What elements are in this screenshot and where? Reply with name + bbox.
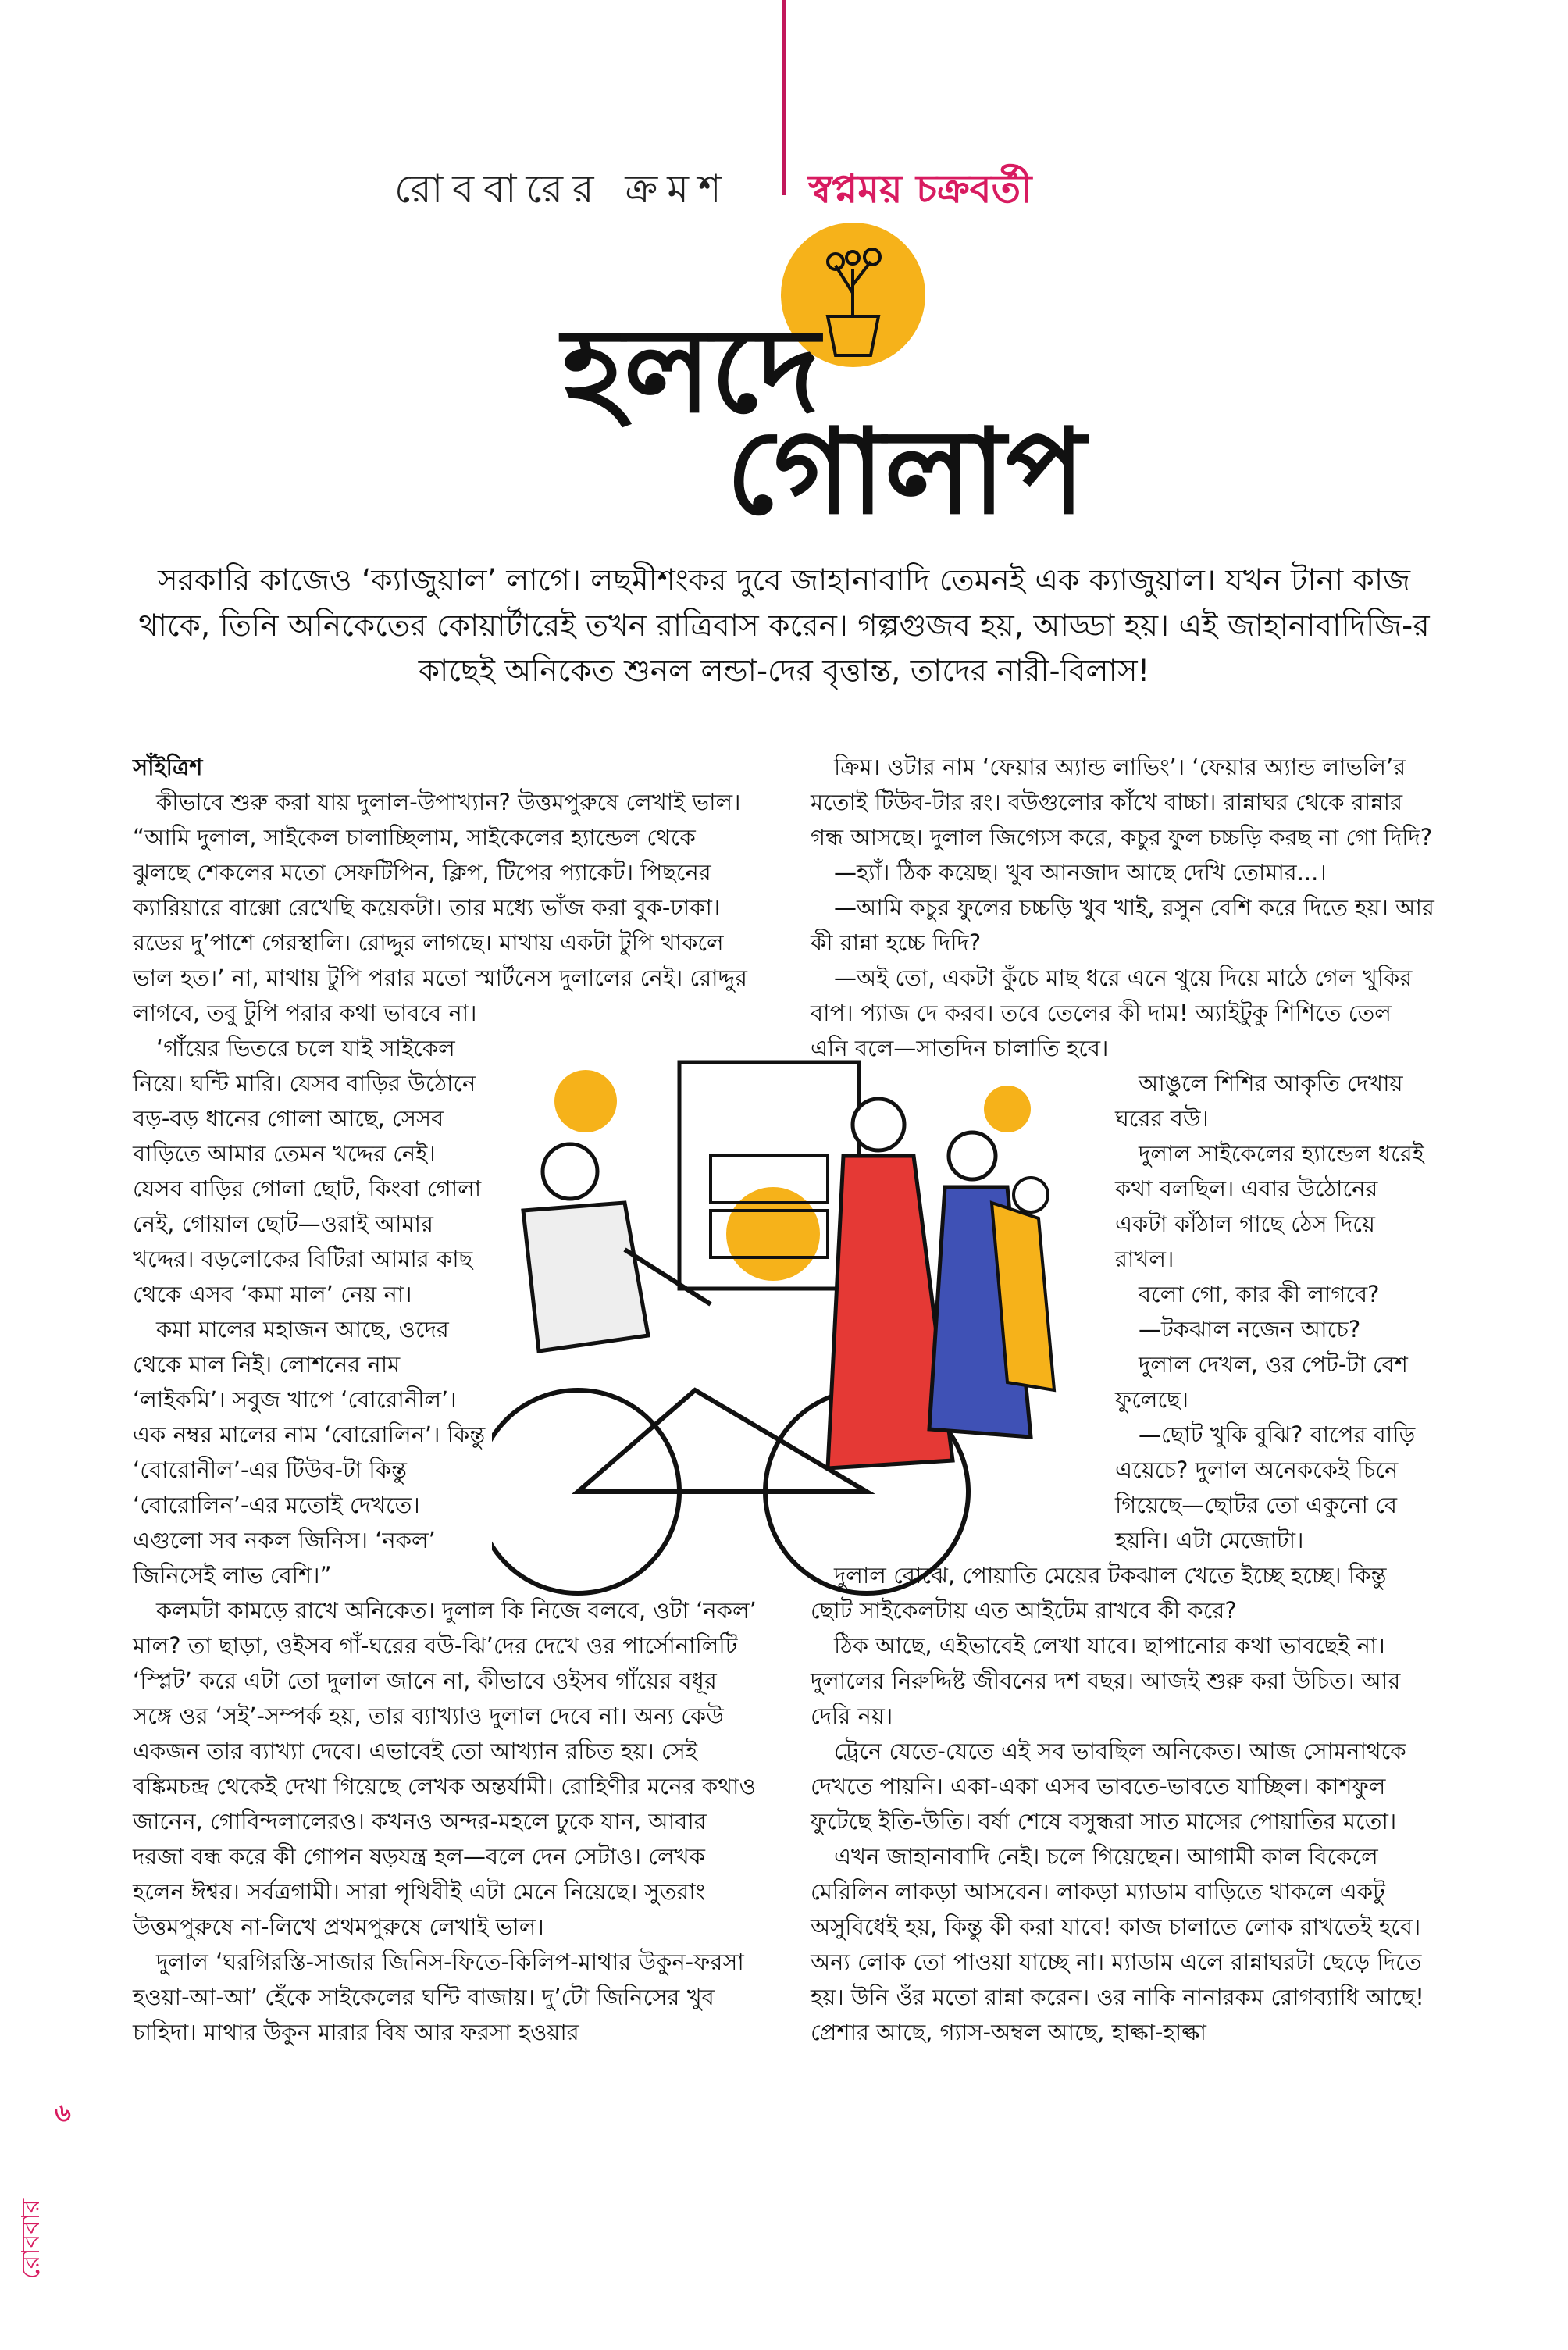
paragraph: ‘গাঁয়ের ভিতরে চলে যাই সাইকেল নিয়ে। ঘন্টি মারি। যেসব বাড়ির উঠোনে বড়-বড় ধানের গোলা আছে, সেসব বাড়িতে আমার তেমন খদ্দের নেই। যেসব বাড়ির গোলা ছোট, কিংবা গোলা নেই, গোয়াল ছোট—ওরাই আমার খদ্দের। বড়লোকের বিটিরা আমার কাছ থেকে এসব ‘কমা মাল’ নেয় না। (133, 1035, 482, 1307)
paragraph: কমা মালের মহাজন আছে, ওদের থেকে মাল নিই। লোশনের নাম ‘লাইকমি’। সবুজ খাপে ‘বোরোনীল’। এক নম্বর মালের নাম ‘বোরোলিন’। কিন্তু ‘বোরোনীল’-এর টিউব-টা কিন্তু ‘বোরোলিন’-এর মতোই দেখতে। এগুলো সব নকল জিনিস। ‘নকল’ জিনিসেই লাভ বেশি।” (133, 1316, 486, 1589)
paragraph: —অই তো, একটা কুঁচে মাছ ধরে এনে থুয়ে দিয়ে মাঠে গেল খুকির বাপ। প্যাজ দে করব। তবে তেলের কী দাম! অ্যাইটুকু শিশিতে তেল এনি বলে—সাতদিন চালাতি হবে। (811, 965, 1413, 1061)
paragraph: কলমটা কামড়ে রাখে অনিকেত। দুলাল কি নিজে বলবে, ওটা ‘নকল’ মাল? তা ছাড়া, ওইসব গাঁ-ঘরের বউ-ঝি’দের দেখে ওর পার্সোনালিটি ‘স্প্লিট’ করে এটা তো দুলাল জানে না, কীভাবে ওইসব গাঁয়ের বধূর সঙ্গে ওর ‘সই’-সম্পর্ক হয়, তার ব্যাখ্যাও দুলাল দেবে না। অন্য কেউ একজন তার ব্যাখ্যা দেবে। এভাবেই তো আখ্যান রচিত হয়। সেই বঙ্কিমচন্দ্র থেকেই দেখা গিয়েছে লেখক অন্তর্যামী। রোহিণীর মনের কথাও জানেন, গোবিন্দলালেরও। কখনও অন্দর-মহলে ঢুকে যান, আবার দরজা বন্ধ করে কী গোপন ষড়যন্ত্র হল—বলে দেন সেটাও। লেখক হলেন ঈশ্বর। সর্বত্রগামী। সারা পৃথিবীই এটা মেনে নিয়েছে। সুতরাং উত্তমপুরুষে না-লিখে প্রথমপুরুষে লেখাই ভাল। (133, 1597, 757, 1940)
title-word-1: হলদে (562, 303, 820, 439)
section-heading: সাঁইত্রিশ (133, 754, 203, 780)
series-label: রোববারের ক্রমশ (394, 166, 731, 212)
paragraph: আঙুলে শিশির আকৃতি দেখায় ঘরের বউ। (1115, 1070, 1403, 1132)
page-header (0, 160, 1568, 215)
paragraph: দুলাল দেখল, ওর পেট-টা বেশ ফুলেছে। (1115, 1351, 1408, 1413)
story-illustration (492, 1054, 1093, 1632)
paragraph: এখন জাহানাবাদি নেই। চলে গিয়েছেন। আগামী কাল বিকেলে মেরিলিন লাকড়া আসবেন। লাকড়া ম্যাডাম বাড়িতে থাকলে একটু অসুবিধেই হয়, কিন্তু কী করা যাবে! কাজ চালাতে লোক রাখতেই হবে। অন্য লোক তো পাওয়া যাচ্ছে না। ম্যাডাম এলে রান্নাঘরটা ছেড়ে দিতে হয়। উনি ওঁর মতো রান্না করেন। ওর নাকি নানারকম রোগব্যাধি আছে! প্রেশার আছে, গ্যাস-অম্বল আছে, হাল্কা-হাল্কা (811, 1843, 1424, 2045)
author-name: স্বপ্নময় চক্রবর্তী (808, 166, 1032, 212)
page-folio (16, 2093, 86, 2280)
intro-paragraph: সরকারি কাজেও ‘ক্যাজুয়াল’ লাগে। লছমীশংকর দুবে জাহানাবাদি তেমনই এক ক্যাজুয়াল। যখন টানা কাজ থাকে, তিনি অনিকেতের কোয়ার্টারেই তখন রাত্রিবাস করেন। গল্পগুজব হয়, আড্ডা হয়। এই জাহানাবাদিজি-র কাছেই অনিকেত শুনল লন্ডা-দের বৃত্তান্ত, তাদের নারী-বিলাস! (138, 563, 1430, 689)
paragraph: কীভাবে শুরু করা যায় দুলাল-উপাখ্যান? উত্তমপুরুষে লেখাই ভাল। “আমি দুলাল, সাইকেল চালাচ্ছিলাম, সাইকেলের হ্যান্ডেল থেকে ঝুলছে শেকলের মতো সেফটিপিন, ক্লিপ, টিপের প্যাকেট। পিছনের ক্যারিয়ারে বাক্সো রেখেছি কয়েকটা। তার মধ্যে ভাঁজ করা বুক-ঢাকা। রডের দু’পাশে গেরস্থালি। রোদ্দুর লাগছে। মাথায় একটা টুপি থাকলে ভাল হত।’ না, মাথায় টুপি পরার মতো স্মার্টনেস দুলালের নেই। রোদ্দুর লাগবে, তবু টুপি পরার কথা ভাববে না। (133, 789, 747, 1026)
paragraph: দুলাল ‘ঘরগিরস্তি-সাজার জিনিস-ফিতে-কিলিপ-মাথার উকুন-ফরসা হওয়া-আ-আ’ হেঁকে সাইকেলের ঘন্টি বাজায়। দু’টো জিনিসের খুব চাহিদা। মাথার উকুন মারার বিষ আর ফরসা হওয়ার (133, 1949, 744, 2045)
title-word-2: গোলাপ (726, 405, 1085, 540)
paragraph: ঠিক আছে, এইভাবেই লেখা যাবে। ছাপানোর কথা ভাবছেই না। দুলালের নিরুদ্দিষ্ট জীবনের দশ বছর। আজই শুরু করা উচিত। আর দেরি নয়। (811, 1632, 1401, 1729)
page-number: ৬ (55, 2098, 71, 2127)
paragraph: বলো গো, কার কী লাগবে? (1139, 1281, 1380, 1307)
paragraph: ক্রিম। ওটার নাম ‘ফেয়ার অ্যান্ড লাভিং’। ‘ফেয়ার অ্যান্ড লাভলি’র মতোই টিউব-টার রং। বউগুলোর কাঁখে বাচ্চা। রান্নাঘর থেকে রান্নার গন্ধ আসছে। দুলাল জিগ্যেস করে, কচুর ফুল চচ্চড়ি করছ না গো দিদি? (811, 754, 1433, 850)
paragraph: দুলাল সাইকেলের হ্যান্ডেল ধরেই কথা বলছিল। এবার উঠোনের একটা কাঁঠাল গাছে ঠেস দিয়ে রাখল। (1115, 1140, 1424, 1272)
paragraph: —আমি কচুর ফুলের চচ্চড়ি খুব খাই, রসুন বেশি করে দিতে হয়। আর কী রান্না হচ্চে দিদি? (811, 894, 1434, 956)
paragraph: ট্রেনে যেতে-যেতে এই সব ভাবছিল অনিকেত। আজ সোমনাথকে দেখতে পায়নি। একা-একা এসব ভাবতে-ভাবতে যাচ্ছিল। কাশফুল ফুটেছে ইতি-উতি। বর্ষা শেষে বসুন্ধরা সাত মাসের পোয়াতির মতো। (811, 1738, 1406, 1835)
paragraph: দুলাল বোঝে, পোয়াতি মেয়ের টকঝাল খেতে ইচ্ছে হচ্ছে। কিন্তু ছোট সাইকেলটায় এত আইটেম রাখবে কী করে? (811, 1562, 1387, 1624)
paragraph: —টকঝাল নজেন আচে? (1139, 1316, 1361, 1343)
paragraph: —ছোট খুকি বুঝি? বাপের বাড়ি এয়েচে? দুলাল অনেককেই চিনে গিয়েছে—ছোটর তো একুনো বে হয়নি। এটা মেজোটা। (1115, 1421, 1416, 1553)
cycle-vendor-illustration (492, 1054, 1093, 1632)
story-title (547, 258, 1109, 555)
paragraph: —হ্যাঁ। ঠিক কয়েছ। খুব আনজাদ আছে দেখি তোমার...। (834, 859, 1327, 886)
publication-name: রোববার (16, 2198, 46, 2280)
